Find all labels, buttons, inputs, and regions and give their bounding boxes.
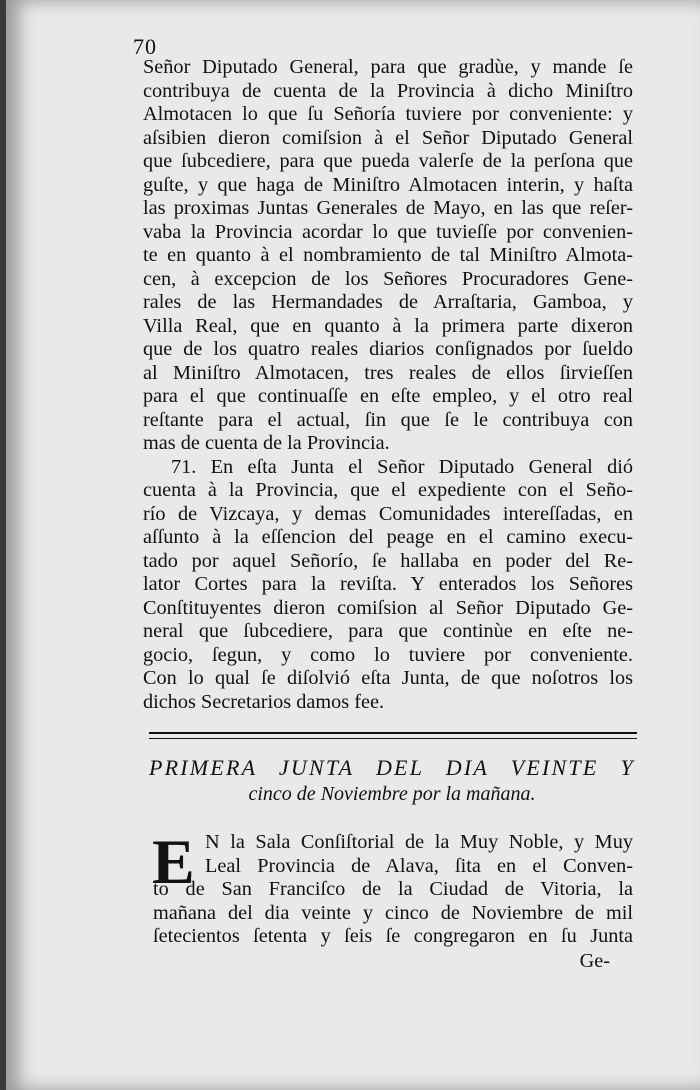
text-line: vaba la Provincia acordar lo que tuvieſſe por convenien- bbox=[143, 220, 633, 243]
text-line: Almotacen lo que ſu Señoría tuviere por conveniente: y bbox=[143, 103, 633, 125]
text-line: que de los quatro reales diarios conſignados por ſueldo bbox=[143, 338, 633, 360]
text-line: Señor Diputado General, para que gradùe, y mande ſe bbox=[143, 56, 633, 78]
text-line: 71. En eſta Junta el Señor Diputado General dió bbox=[171, 455, 633, 478]
text-line: lator Cortes para la reviſta. Y enterados los Señores bbox=[143, 573, 633, 595]
text-line: para el que continuaſſe en eſte empleo, y el otro real bbox=[143, 385, 633, 407]
section-text bbox=[152, 826, 633, 949]
text-line: Leal Provincia de Alava, ſita en el Conven- bbox=[205, 854, 633, 877]
text-line: neral que ſubcediere, para que continùe en eſte ne- bbox=[143, 620, 633, 642]
text-line: las proximas Juntas Generales de Mayo, en las que reſer- bbox=[143, 197, 633, 219]
catchword: Ge- bbox=[579, 950, 610, 972]
section-heading: PRIMERA JUNTA DEL DIA VEINTE Y bbox=[149, 755, 635, 780]
text-line: te en quanto à el nombramiento de tal Miniſtro Almota- bbox=[143, 244, 633, 266]
text-line: aſsibien dieron comiſsion à el Señor Diputado General bbox=[143, 126, 633, 149]
text-line: mañana del dia veinte y cinco de Noviembre de mil bbox=[153, 901, 633, 924]
text-line: al Miniſtro Almotacen, tres reales de ellos ſirvieſſen bbox=[143, 361, 633, 384]
text-line: Con lo qual ſe diſolvió eſta Junta, de que noſotros los bbox=[143, 667, 633, 689]
body-text bbox=[143, 56, 633, 714]
text-line: to de San Franciſco de la Ciudad de Vitoria, la bbox=[153, 878, 633, 900]
text-line: guſte, y que haga de Miniſtro Almotacen interin, y haſta bbox=[143, 173, 633, 196]
text-line: reſtante para el actual, ſin que ſe le contribuya con bbox=[143, 408, 633, 431]
text-line: aſſunto à la eſſencion del peage en el camino execu- bbox=[143, 526, 633, 548]
drop-cap: E bbox=[152, 826, 195, 897]
text-line: cuenta à la Provincia, que el expediente con el Seño- bbox=[143, 479, 633, 501]
text-line: dichos Secretarios damos fee. bbox=[143, 690, 385, 713]
text-line: Villa Real, que en quanto à la primera parte dixeron bbox=[143, 314, 633, 337]
text-line: gocio, ſegun, y como lo tuviere por conveniente. bbox=[143, 643, 633, 666]
section-subheading: cinco de Noviembre por la mañana. bbox=[248, 783, 536, 805]
text-line: mas de cuenta de la Provincia. bbox=[143, 432, 390, 454]
text-line: tado por aquel Señorío, ſe hallaba en poder del Re- bbox=[143, 549, 633, 572]
page-number: 70 bbox=[133, 34, 157, 59]
section-divider-thin bbox=[149, 738, 637, 739]
section-divider-thick bbox=[149, 732, 637, 734]
text-line: contribuya de cuenta de la Provincia à dicho Miniſtro bbox=[143, 79, 633, 102]
book-page bbox=[6, 0, 700, 1090]
text-line: que ſubcediere, para que pueda valerſe de la perſona que bbox=[143, 150, 633, 172]
text-line: N la Sala Conſiſtorial de la Muy Noble, y Muy bbox=[205, 831, 633, 853]
text-line: río de Vizcaya, y demas Comunidades intereſſadas, en bbox=[143, 502, 633, 525]
text-line: cen, à excepcion de los Señores Procuradores Gene- bbox=[143, 267, 633, 290]
text-line: rales de las Hermandades de Arraſtaria, Gamboa, y bbox=[143, 291, 633, 313]
text-line: ſetecientos ſetenta y ſeis ſe congregaron en ſu Junta bbox=[153, 925, 633, 947]
text-line: Conſtituyentes dieron comiſsion al Señor Diputado Ge- bbox=[143, 596, 633, 619]
